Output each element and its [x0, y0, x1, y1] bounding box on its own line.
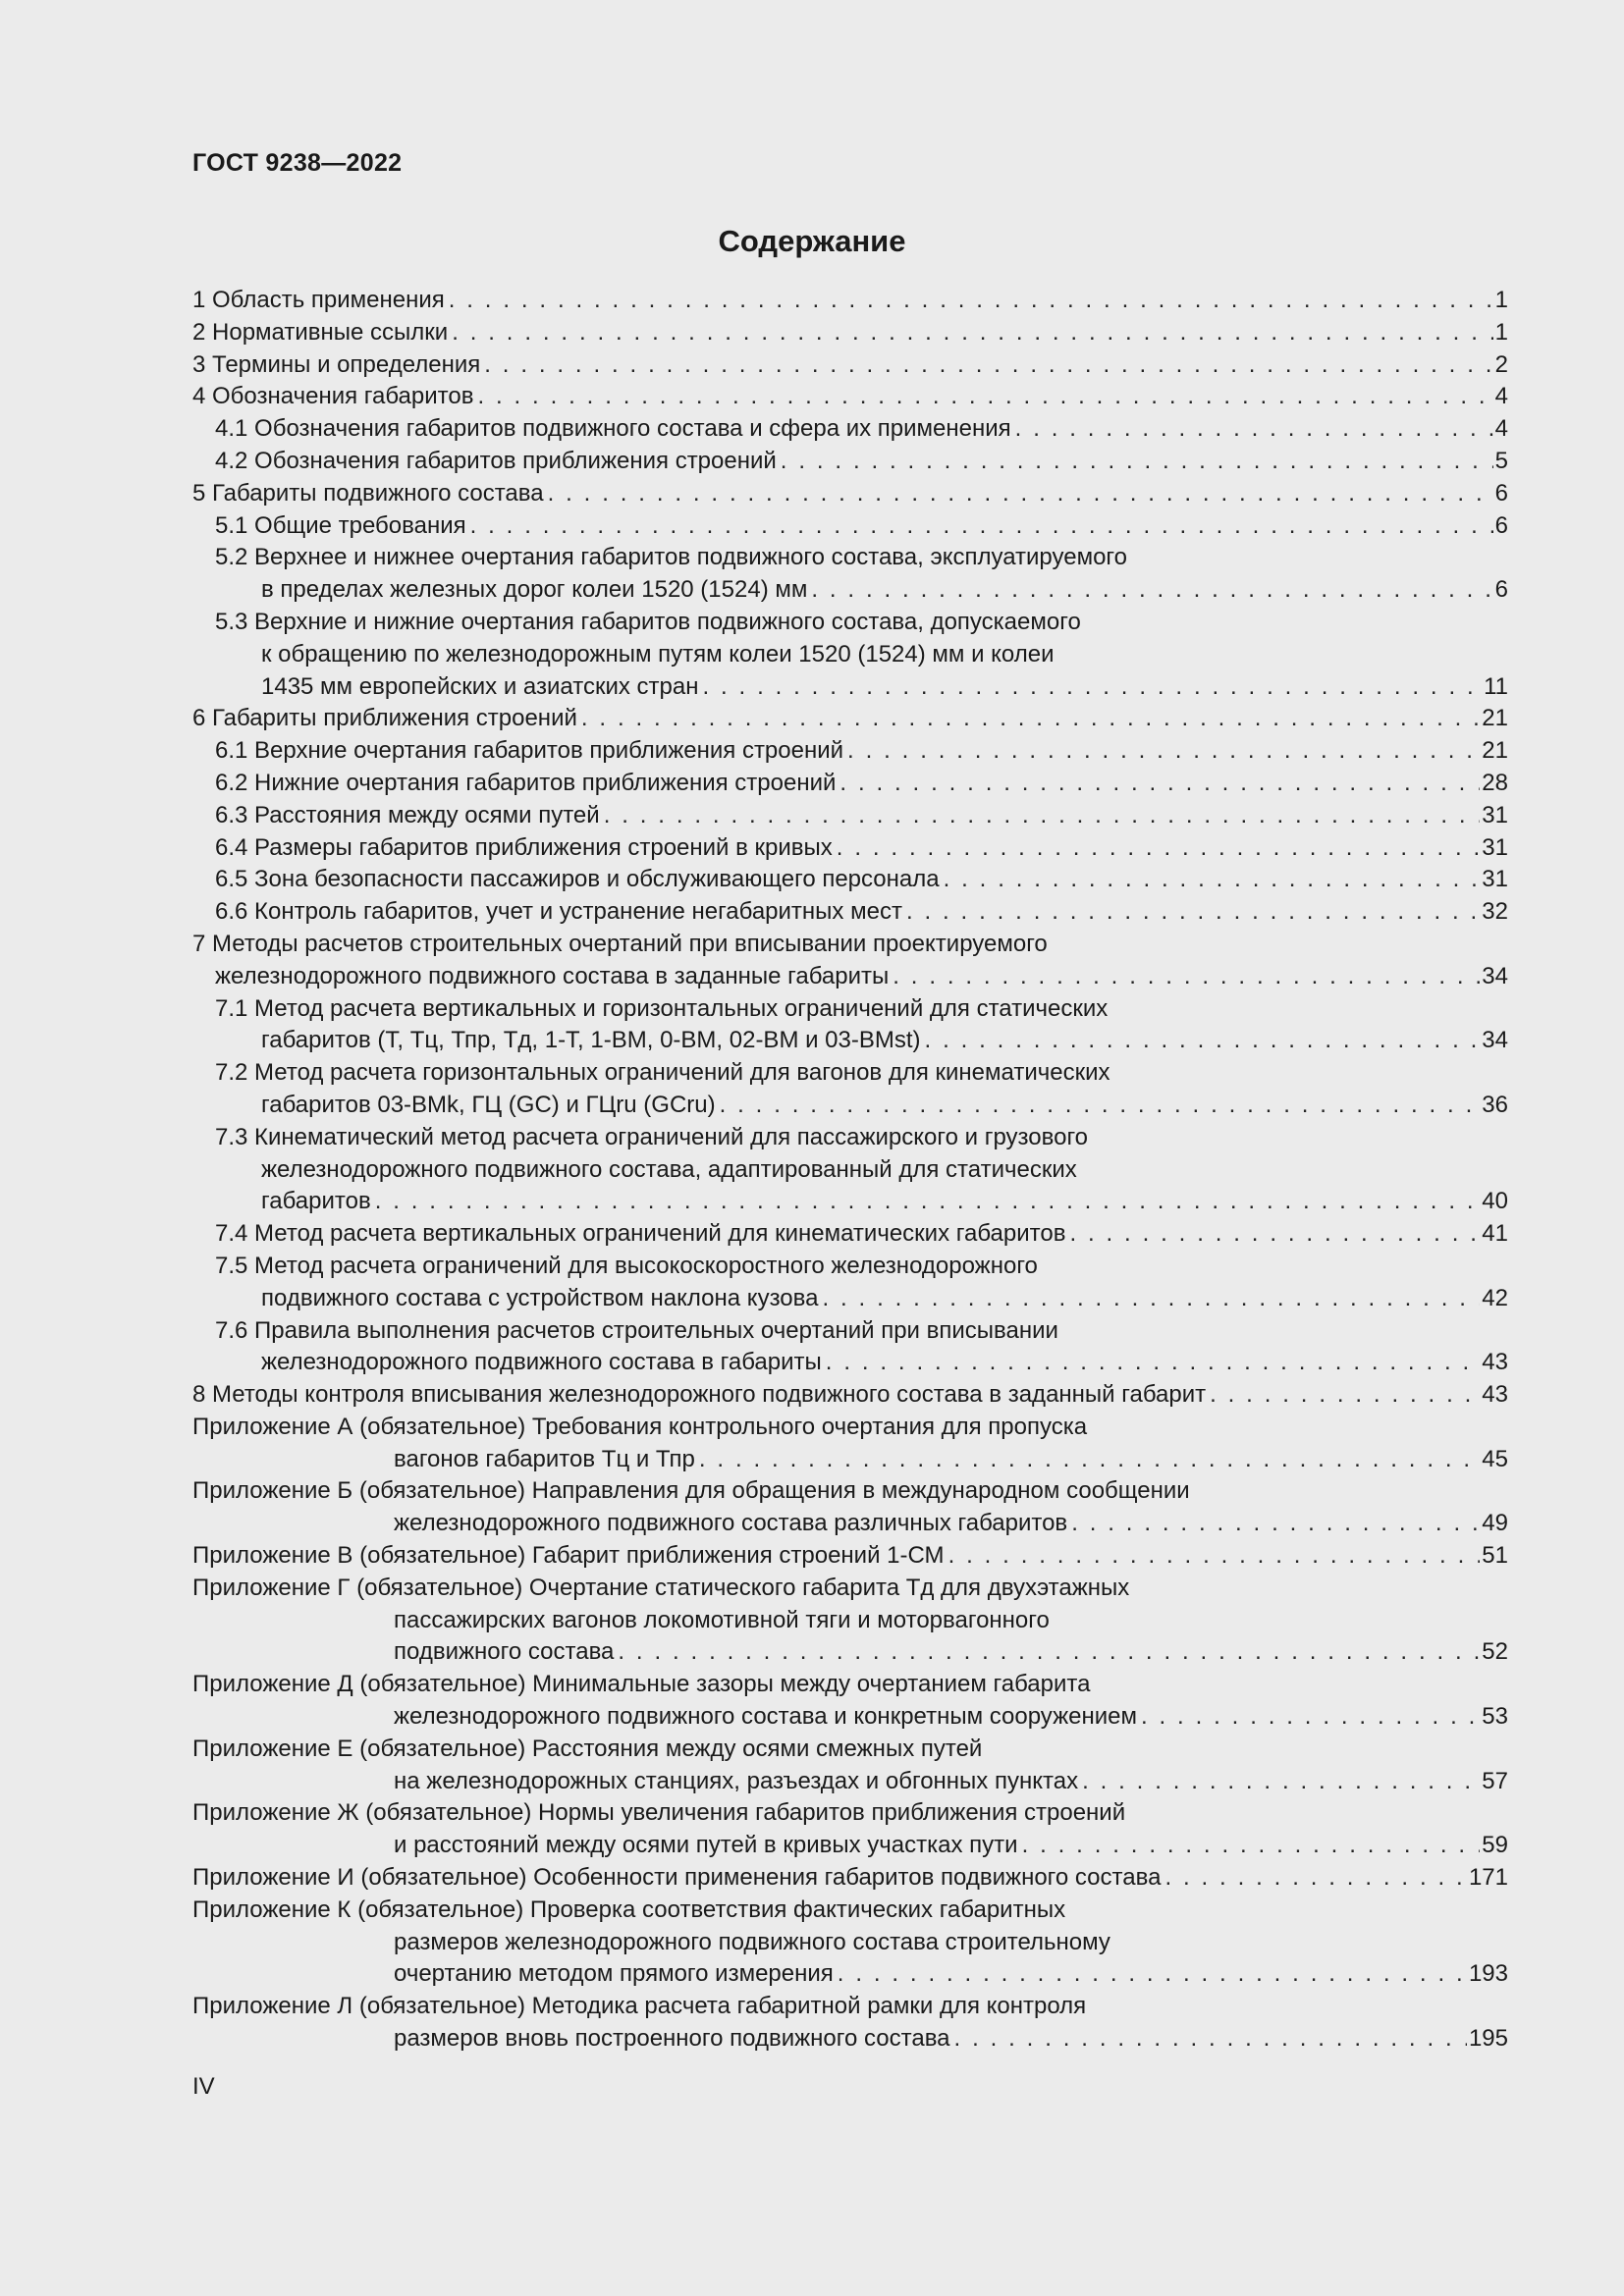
toc-entry-text: 4.1 Обозначения габаритов подвижного состава и сфера их применения: [215, 415, 1011, 443]
toc-entry-page: 4: [1494, 415, 1508, 443]
toc-entry-page: 51: [1482, 1542, 1508, 1570]
toc-entry-text: 7.5 Метод расчета ограничений для высокоскоростного железнодорожного: [215, 1252, 1038, 1279]
dot-leader: [1210, 1379, 1480, 1412]
dot-leader: [581, 703, 1480, 735]
toc-entry[interactable]: [192, 1475, 1508, 1508]
dot-leader: [449, 285, 1493, 317]
toc-entry-page: 6: [1494, 479, 1508, 507]
toc-entry-page: 34: [1482, 962, 1508, 989]
toc-entry[interactable]: [192, 1797, 1508, 1830]
toc-entry[interactable]: [192, 446, 1508, 478]
toc-entry-text: Приложение А (обязательное) Требования контрольного очертания для пропуска: [192, 1413, 1088, 1440]
toc-entry[interactable]: [192, 1251, 1508, 1283]
toc-entry-text: габаритов 03-ВМk, ГЦ (GC) и ГЦru (GCru): [261, 1091, 716, 1118]
dot-leader: [822, 1283, 1480, 1315]
document-header: ГОСТ 9238—2022: [192, 149, 403, 177]
toc-entry-continuation[interactable]: [192, 1090, 1508, 1122]
toc-entry[interactable]: [192, 864, 1508, 896]
toc-entry-text: 7 Методы расчетов строительных очертаний при вписывании проектируемого: [192, 930, 1048, 957]
toc-entry-text: железнодорожного подвижного состава в заданные габариты: [215, 962, 890, 989]
dot-leader: [1069, 1218, 1480, 1251]
toc-entry-page: 5: [1494, 447, 1508, 474]
toc-entry-text: 5.1 Общие требования: [215, 511, 466, 539]
dot-leader: [811, 574, 1492, 607]
toc-entry-page: 42: [1482, 1284, 1508, 1311]
dot-leader: [1015, 413, 1493, 446]
toc-entry-continuation[interactable]: [192, 1701, 1508, 1734]
toc-entry-text: Приложение И (обязательное) Особенности применения габаритов подвижного состава: [192, 1864, 1162, 1892]
toc-entry-page: 59: [1482, 1832, 1508, 1859]
toc-entry-page: 1: [1494, 318, 1508, 346]
toc-entry[interactable]: [192, 1315, 1508, 1348]
toc-entry-page: 40: [1482, 1188, 1508, 1215]
toc-entry-page: 43: [1482, 1381, 1508, 1409]
toc-entry-continuation[interactable]: [192, 1347, 1508, 1379]
toc-entry-text: вагонов габаритов Тц и Тпр: [394, 1445, 695, 1472]
page-title: Содержание: [718, 224, 906, 258]
dot-leader: [1022, 1830, 1481, 1862]
toc-entry[interactable]: [192, 607, 1508, 639]
toc-entry-page: 31: [1482, 866, 1508, 893]
toc-entry[interactable]: [192, 929, 1508, 961]
toc-entry[interactable]: [192, 478, 1508, 510]
toc-entry-continuation[interactable]: [192, 1283, 1508, 1315]
dot-leader: [837, 832, 1481, 865]
toc-entry-page: 6: [1494, 511, 1508, 539]
toc-entry-text: Приложение Б (обязательное) Направления для обращения в международном сообщении: [192, 1477, 1190, 1505]
toc-entry-page: 45: [1482, 1445, 1508, 1472]
toc-entry-text: размеров вновь построенного подвижного состава: [394, 2025, 950, 2053]
toc-entry-text: Приложение Г (обязательное) Очертание статического габарита Тд для двухэтажных: [192, 1574, 1130, 1601]
toc-entry-text: 3 Термины и определения: [192, 350, 481, 378]
toc-entry-text: 6.1 Верхние очертания габаритов приближения строений: [215, 737, 844, 765]
toc-entry-text: 5.3 Верхние и нижние очертания габаритов подвижного состава, допускаемого: [215, 608, 1081, 635]
dot-leader: [826, 1347, 1481, 1379]
toc-entry-page: 195: [1468, 2025, 1508, 2053]
dot-leader: [470, 510, 1493, 543]
toc-entry-text: Приложение Л (обязательное) Методика расчета габаритной рамки для контроля: [192, 1993, 1087, 2020]
dot-leader: [925, 1025, 1481, 1057]
dot-leader: [477, 381, 1492, 413]
dot-leader: [1141, 1701, 1480, 1734]
dot-leader: [1071, 1508, 1480, 1540]
toc-entry[interactable]: [192, 1862, 1508, 1895]
toc-entry-text: 6.3 Расстояния между осями путей: [215, 801, 600, 828]
toc-entry[interactable]: [192, 349, 1508, 382]
toc-entry-text: 5.2 Верхнее и нижнее очертания габаритов подвижного состава, эксплуатируемого: [215, 544, 1128, 571]
toc-entry-text: 7.6 Правила выполнения расчетов строительных очертаний при вписывании: [215, 1316, 1058, 1344]
toc-entry[interactable]: [192, 993, 1508, 1026]
toc-entry-continuation[interactable]: [192, 639, 1508, 671]
toc-entry-continuation[interactable]: [192, 1927, 1508, 1959]
toc-entry-text: железнодорожного подвижного состава, адаптированный для статических: [261, 1155, 1077, 1183]
dot-leader: [944, 864, 1481, 896]
toc-entry-text: в пределах железных дорог колеи 1520 (1524) мм: [261, 576, 808, 604]
toc-entry-text: 5 Габариты подвижного состава: [192, 479, 544, 507]
toc-entry-continuation[interactable]: [192, 1444, 1508, 1476]
toc-entry-continuation[interactable]: [192, 1958, 1508, 1991]
toc-entry[interactable]: [192, 1122, 1508, 1154]
toc-entry[interactable]: [192, 1669, 1508, 1701]
toc-entry-text: 4.2 Обозначения габаритов приближения строений: [215, 447, 777, 474]
dot-leader: [1082, 1766, 1480, 1798]
table-of-contents: [192, 285, 1508, 2056]
toc-entry-continuation[interactable]: [192, 1154, 1508, 1187]
toc-entry-continuation[interactable]: [192, 961, 1508, 993]
toc-entry-continuation[interactable]: [192, 2023, 1508, 2056]
dot-leader: [604, 800, 1481, 832]
dot-leader: [954, 2023, 1467, 2056]
toc-entry-text: 2 Нормативные ссылки: [192, 318, 449, 346]
toc-entry[interactable]: [192, 832, 1508, 865]
toc-entry-page: 32: [1482, 898, 1508, 926]
toc-entry-page: 11: [1484, 672, 1508, 700]
toc-entry-page: 57: [1482, 1767, 1508, 1794]
toc-entry[interactable]: [192, 317, 1508, 349]
toc-entry-page: 28: [1482, 769, 1508, 796]
toc-entry-text: на железнодорожных станциях, разъездах и обгонных пунктах: [394, 1767, 1079, 1794]
toc-entry-text: Приложение К (обязательное) Проверка соответствия фактических габаритных: [192, 1896, 1066, 1923]
toc-entry-text: 4 Обозначения габаритов: [192, 383, 474, 410]
toc-entry-text: 6.4 Размеры габаритов приближения строений в кривых: [215, 833, 833, 861]
toc-entry-text: и расстояний между осями путей в кривых участках пути: [394, 1832, 1018, 1859]
toc-entry-text: габаритов: [261, 1188, 371, 1215]
toc-entry-text: железнодорожного подвижного состава в габариты: [261, 1349, 822, 1376]
toc-entry-text: Приложение Д (обязательное) Минимальные зазоры между очертанием габарита: [192, 1671, 1091, 1698]
toc-entry-continuation[interactable]: [192, 1186, 1508, 1218]
dot-leader: [548, 478, 1493, 510]
dot-leader: [702, 671, 1482, 704]
toc-entry-page: 21: [1482, 705, 1508, 732]
toc-entry-page: 193: [1468, 1960, 1508, 1988]
toc-entry-text: подвижного состава: [394, 1638, 615, 1666]
toc-entry-text: 1435 мм европейских и азиатских стран: [261, 672, 699, 700]
toc-entry[interactable]: [192, 703, 1508, 735]
toc-entry[interactable]: [192, 1412, 1508, 1444]
toc-entry-page: 53: [1482, 1703, 1508, 1731]
toc-entry[interactable]: [192, 1057, 1508, 1090]
toc-entry-page: 34: [1482, 1027, 1508, 1054]
toc-entry-continuation[interactable]: [192, 574, 1508, 607]
toc-entry-continuation[interactable]: [192, 1025, 1508, 1057]
toc-entry-text: размеров железнодорожного подвижного состава строительному: [394, 1928, 1110, 1955]
toc-entry[interactable]: [192, 1540, 1508, 1573]
toc-entry-text: Приложение В (обязательное) Габарит приближения строений 1-СМ: [192, 1542, 945, 1570]
dot-leader: [839, 768, 1480, 800]
toc-entry-page: 52: [1482, 1638, 1508, 1666]
toc-entry-text: подвижного состава с устройством наклона кузова: [261, 1284, 819, 1311]
toc-entry[interactable]: [192, 768, 1508, 800]
toc-entry[interactable]: [192, 1895, 1508, 1927]
dot-leader: [484, 349, 1492, 382]
toc-entry-text: 1 Область применения: [192, 287, 445, 313]
toc-entry-text: 6 Габариты приближения строений: [192, 705, 577, 732]
toc-entry[interactable]: [192, 413, 1508, 446]
toc-entry-page: 21: [1482, 737, 1508, 765]
toc-entry-page: 31: [1482, 801, 1508, 828]
dot-leader: [948, 1540, 1481, 1573]
toc-entry-page: 41: [1482, 1220, 1508, 1248]
toc-entry-page: 43: [1482, 1349, 1508, 1376]
dot-leader: [720, 1090, 1481, 1122]
toc-entry-text: железнодорожного подвижного состава и конкретным сооружением: [394, 1703, 1137, 1731]
toc-entry[interactable]: [192, 800, 1508, 832]
toc-entry-text: Приложение Е (обязательное) Расстояния между осями смежных путей: [192, 1735, 983, 1762]
toc-entry-text: 7.4 Метод расчета вертикальных ограничений для кинематических габаритов: [215, 1220, 1066, 1248]
toc-entry-page: 1: [1494, 287, 1508, 313]
toc-entry-text: 6.2 Нижние очертания габаритов приближения строений: [215, 769, 837, 796]
toc-entry-text: 7.3 Кинематический метод расчета ограничений для пассажирского и грузового: [215, 1123, 1089, 1150]
toc-entry-text: к обращению по железнодорожным путям колеи 1520 (1524) мм и колеи: [261, 640, 1055, 667]
toc-entry-page: 2: [1494, 350, 1508, 378]
dot-leader: [906, 896, 1480, 929]
toc-entry-continuation[interactable]: [192, 1766, 1508, 1798]
page-number: IV: [192, 2073, 215, 2100]
toc-entry-continuation[interactable]: [192, 1508, 1508, 1540]
toc-entry[interactable]: [192, 735, 1508, 768]
toc-entry[interactable]: [192, 1991, 1508, 2023]
dot-leader: [375, 1186, 1481, 1218]
toc-entry-text: Приложение Ж (обязательное) Нормы увеличения габаритов приближения строений: [192, 1799, 1126, 1827]
toc-entry-text: 6.5 Зона безопасности пассажиров и обслуживающего персонала: [215, 866, 940, 893]
toc-entry-text: 8 Методы контроля вписывания железнодорожного подвижного состава в заданный габарит: [192, 1381, 1207, 1409]
toc-entry-continuation[interactable]: [192, 1605, 1508, 1637]
toc-entry[interactable]: [192, 510, 1508, 543]
dot-leader: [893, 961, 1480, 993]
toc-entry-text: 6.6 Контроль габаритов, учет и устранение негабаритных мест: [215, 898, 902, 926]
dot-leader: [699, 1444, 1480, 1476]
toc-entry-continuation[interactable]: [192, 1636, 1508, 1669]
toc-entry[interactable]: [192, 1734, 1508, 1766]
toc-entry[interactable]: [192, 1218, 1508, 1251]
toc-entry-text: габаритов (Т, Тц, Тпр, Тд, 1-Т, 1-ВМ, 0-ВМ, 02-ВМ и 03-ВМst): [261, 1027, 921, 1054]
dot-leader: [1164, 1862, 1467, 1895]
toc-entry-page: 6: [1494, 576, 1508, 604]
toc-entry[interactable]: [192, 1379, 1508, 1412]
dot-leader: [838, 1958, 1467, 1991]
toc-entry-page: 31: [1482, 833, 1508, 861]
toc-entry-continuation[interactable]: [192, 1830, 1508, 1862]
dot-leader: [618, 1636, 1480, 1669]
toc-entry-continuation[interactable]: [192, 671, 1508, 704]
toc-entry-page: 171: [1468, 1864, 1508, 1892]
toc-entry-page: 4: [1494, 383, 1508, 410]
toc-entry[interactable]: [192, 542, 1508, 574]
toc-entry[interactable]: [192, 381, 1508, 413]
toc-entry-text: 7.2 Метод расчета горизонтальных ограничений для вагонов для кинематических: [215, 1059, 1110, 1087]
toc-entry-text: железнодорожного подвижного состава различных габаритов: [394, 1510, 1068, 1537]
toc-entry-text: очертанию методом прямого измерения: [394, 1960, 834, 1988]
toc-entry-text: пассажирских вагонов локомотивной тяги и моторвагонного: [394, 1606, 1050, 1633]
toc-entry[interactable]: [192, 1573, 1508, 1605]
toc-entry[interactable]: [192, 896, 1508, 929]
toc-entry-page: 36: [1482, 1091, 1508, 1118]
toc-entry-page: 49: [1482, 1510, 1508, 1537]
dot-leader: [452, 317, 1492, 349]
dot-leader: [847, 735, 1480, 768]
toc-entry[interactable]: [192, 285, 1508, 317]
dot-leader: [781, 446, 1493, 478]
toc-entry-text: 7.1 Метод расчета вертикальных и горизонтальных ограничений для статических: [215, 994, 1109, 1022]
